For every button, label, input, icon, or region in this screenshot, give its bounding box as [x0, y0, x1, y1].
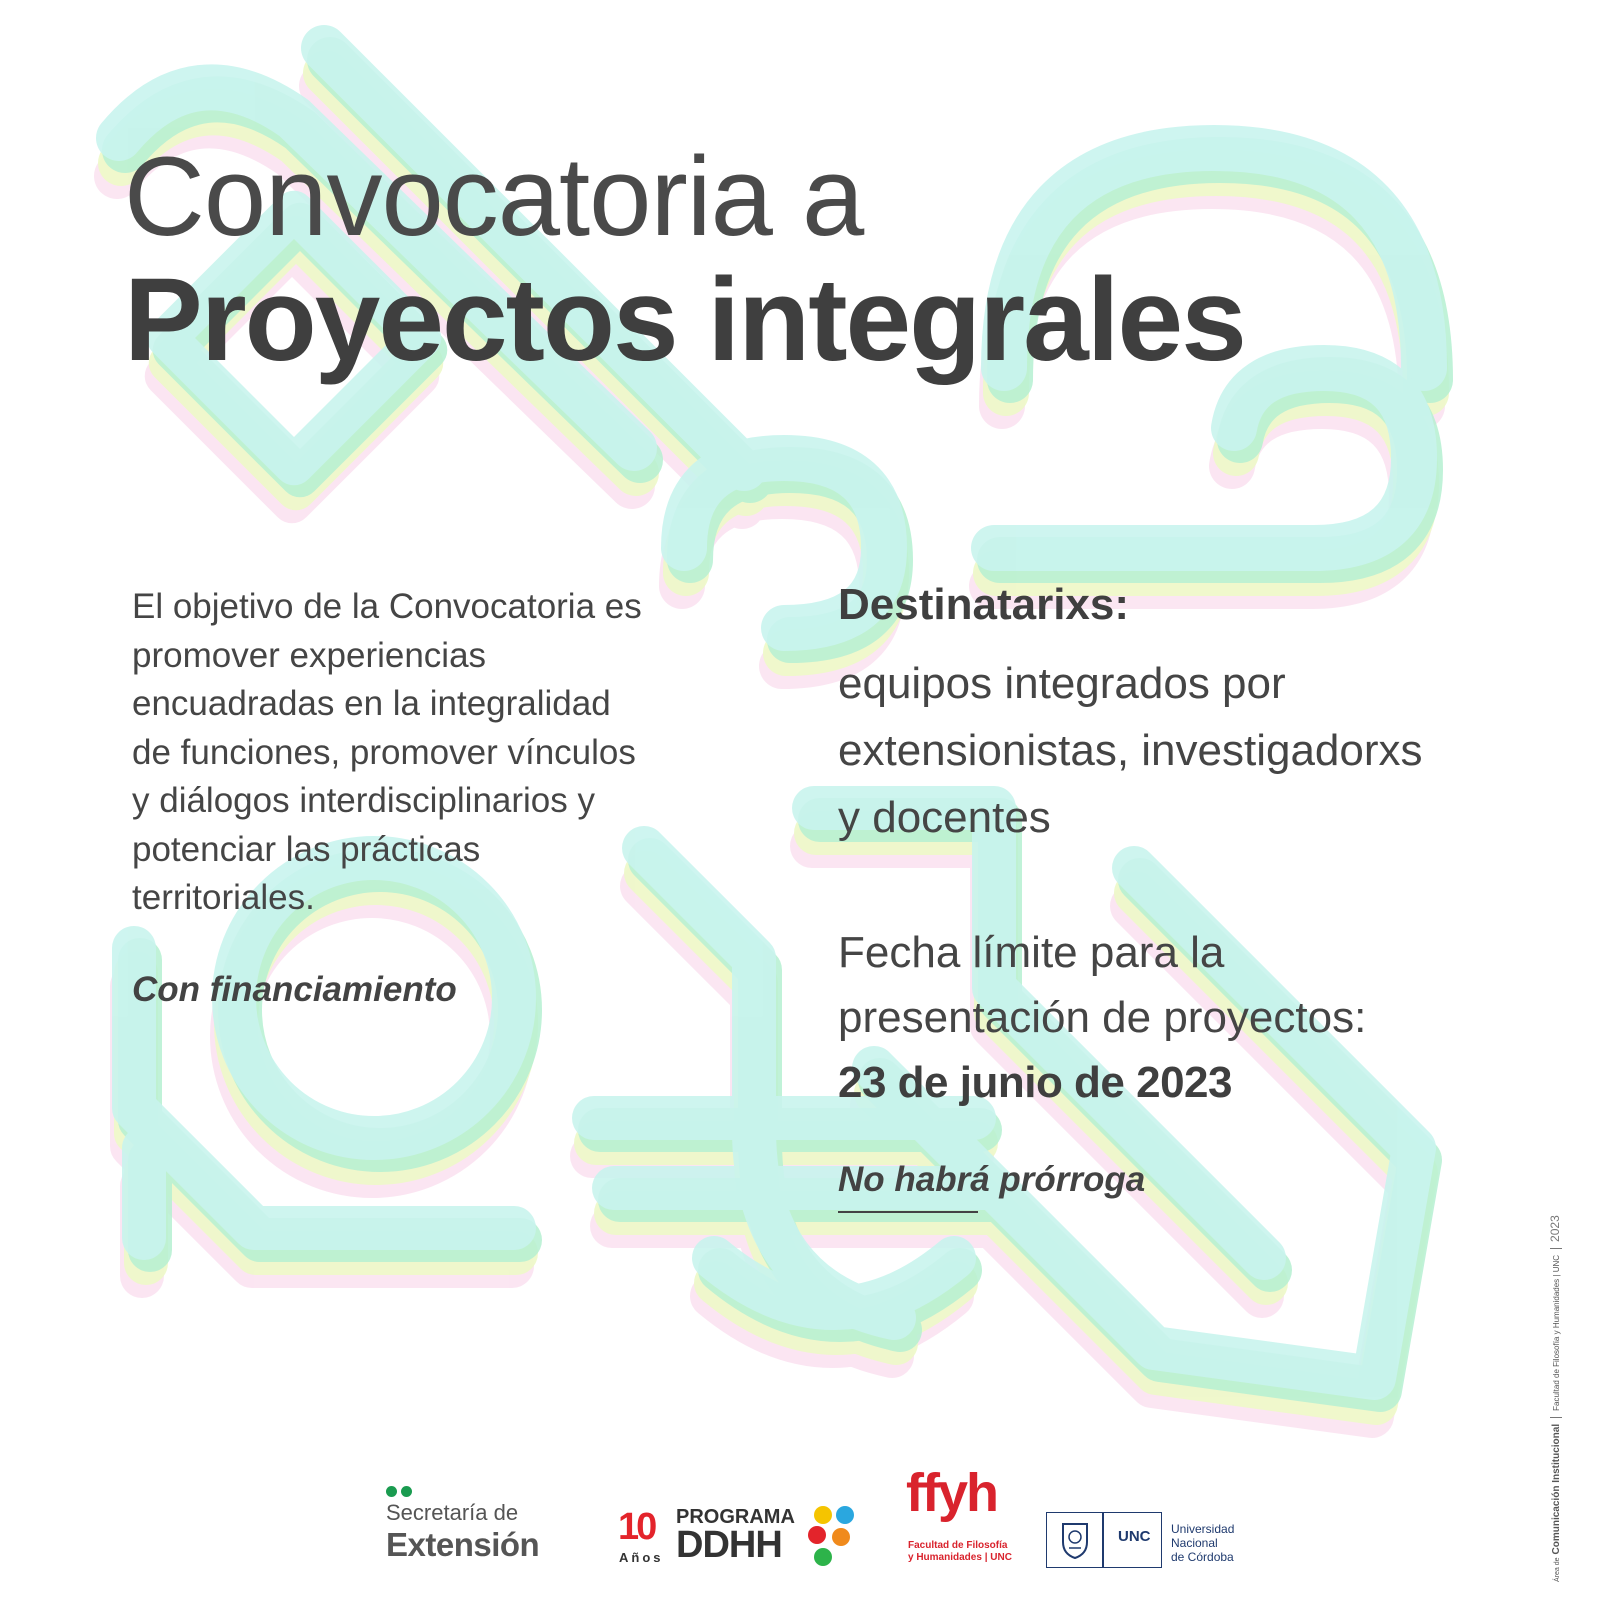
objective-line: y diálogos interdisciplinarios y: [132, 781, 595, 820]
recipients-heading: Destinatarixs:: [838, 580, 1130, 629]
objective-line: El objetivo de la Convocatoria es: [132, 587, 642, 626]
unc-abbreviation: UNC: [1118, 1528, 1151, 1545]
credit-area-prefix: Área de: [1554, 1557, 1561, 1582]
ddhh-program-label: PROGRAMA: [676, 1506, 795, 1528]
unc-logo-divider: [1102, 1512, 1104, 1568]
recipients-line: equipos integrados por: [838, 659, 1286, 708]
objective-line: de funciones, promover vínculos: [132, 732, 636, 772]
no-extension-underline: [838, 1211, 978, 1213]
unc-name-line: de Córdoba: [1171, 1550, 1234, 1564]
extension-logo-line-2: Extensión: [386, 1526, 540, 1563]
blue-dot-icon: [836, 1506, 854, 1524]
objective-line: promover experiencias: [132, 635, 487, 675]
objective-line: encuadradas en la integralidad: [132, 684, 611, 723]
yellow-dot-icon: [814, 1506, 832, 1524]
ffyh-name-line-2: y Humanidades | UNC: [908, 1552, 1012, 1563]
design-credit: [1548, 1215, 1568, 1582]
university-crest-icon: [1060, 1520, 1090, 1560]
unc-name-line: Nacional: [1171, 1536, 1218, 1550]
red-dot-icon: [808, 1526, 826, 1544]
ffyh-name-line-1: Facultad de Filosofía: [908, 1540, 1008, 1551]
secretaria-extension-logo: [386, 1486, 576, 1570]
ddhh-name: DDHH: [676, 1524, 782, 1566]
deadline-label-line: Fecha límite para la: [838, 928, 1225, 977]
green-dot-icon: [401, 1486, 412, 1497]
deadline-date: 23 de junio de 2023: [838, 1058, 1232, 1107]
objective-paragraph: [132, 583, 692, 923]
objective-line: territoriales.: [132, 878, 315, 917]
title-line-1: Convocatoria a: [124, 134, 864, 259]
programa-ddhh-logo: [618, 1506, 868, 1576]
credit-year: 2023: [1548, 1215, 1562, 1242]
recipients-body: [838, 650, 1423, 851]
green-dot-icon: [386, 1486, 397, 1497]
green-dot-icon: [814, 1548, 832, 1566]
ddhh-ten: 10: [618, 1506, 655, 1548]
deadline-block: [838, 920, 1366, 1115]
credit-faculty: Facultad de Filosofía y Humanidades | UNC: [1552, 1254, 1561, 1411]
recipients-line: y docentes: [838, 793, 1051, 842]
ffyh-wordmark: ffyh: [906, 1463, 997, 1523]
orange-dot-icon: [832, 1528, 850, 1546]
title-line-2: Proyectos integrales: [124, 254, 1245, 386]
unc-name-line: Universidad: [1171, 1522, 1235, 1536]
ddhh-years: Años: [619, 1550, 664, 1565]
ffyh-logo: [906, 1463, 1016, 1570]
extension-logo-line-1: Secretaría de: [386, 1500, 519, 1525]
no-extension-note: No habrá prórroga: [838, 1160, 1146, 1199]
objective-line: potenciar las prácticas: [132, 829, 481, 869]
funding-note: Con financiamiento: [132, 970, 457, 1009]
credit-area: Comunicación Institucional: [1551, 1423, 1562, 1555]
unc-logo: [1046, 1512, 1246, 1572]
recipients-line: extensionistas, investigadorxs: [838, 726, 1423, 775]
deadline-label-line: presentación de proyectos:: [838, 993, 1367, 1042]
